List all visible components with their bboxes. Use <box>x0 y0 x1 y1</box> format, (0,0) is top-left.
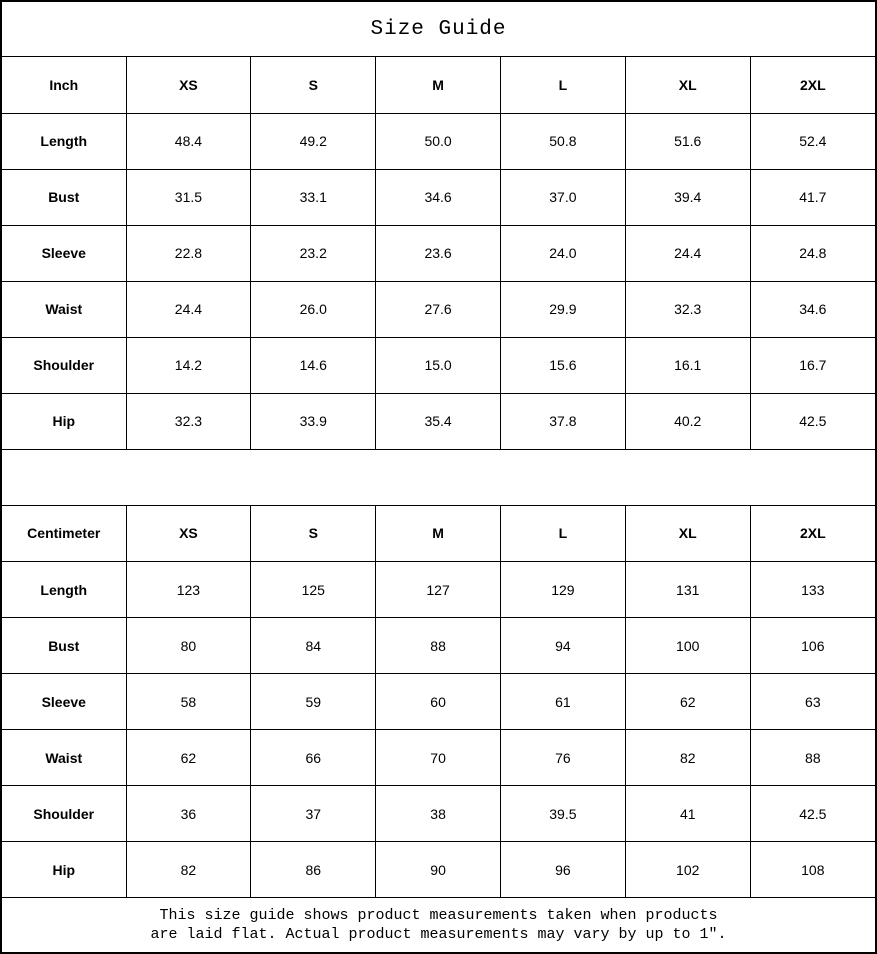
measurement-value: 23.2 <box>251 225 376 281</box>
unit-label: Inch <box>2 57 126 113</box>
measurement-value: 82 <box>126 842 251 898</box>
measurement-value: 41.7 <box>750 169 875 225</box>
measurement-row <box>2 281 875 337</box>
measurement-value: 29.9 <box>500 281 625 337</box>
size-column-header: 2XL <box>750 57 875 113</box>
measurement-value: 76 <box>500 730 625 786</box>
size-column-header: M <box>376 506 501 562</box>
measurement-value: 106 <box>750 618 875 674</box>
measurement-value: 127 <box>376 562 501 618</box>
measurement-value: 36 <box>126 786 251 842</box>
measurement-value: 86 <box>251 842 376 898</box>
measurement-value: 34.6 <box>376 169 501 225</box>
unit-label: Centimeter <box>2 506 126 562</box>
measurement-row <box>2 337 875 393</box>
size-header-row <box>2 57 875 113</box>
measurement-value: 33.9 <box>251 393 376 449</box>
size-column-header: M <box>376 57 501 113</box>
measurement-value: 41 <box>625 786 750 842</box>
measurement-label: Shoulder <box>2 786 126 842</box>
measurement-value: 60 <box>376 674 501 730</box>
size-column-header: S <box>251 506 376 562</box>
measurement-value: 48.4 <box>126 113 251 169</box>
measurement-row <box>2 674 875 730</box>
measurement-value: 31.5 <box>126 169 251 225</box>
measurement-value: 52.4 <box>750 113 875 169</box>
measurement-value: 22.8 <box>126 225 251 281</box>
measurement-value: 108 <box>750 842 875 898</box>
page-title: Size Guide <box>2 2 875 57</box>
measurement-value: 123 <box>126 562 251 618</box>
measurement-value: 32.3 <box>126 393 251 449</box>
measurement-row <box>2 562 875 618</box>
measurement-value: 100 <box>625 618 750 674</box>
measurement-value: 51.6 <box>625 113 750 169</box>
measurement-label: Waist <box>2 281 126 337</box>
measurement-row <box>2 113 875 169</box>
measurement-row <box>2 786 875 842</box>
measurement-value: 131 <box>625 562 750 618</box>
measurement-value: 62 <box>126 730 251 786</box>
measurement-value: 58 <box>126 674 251 730</box>
size-column-header: 2XL <box>750 506 875 562</box>
measurement-label: Bust <box>2 169 126 225</box>
measurement-row <box>2 225 875 281</box>
measurement-row <box>2 393 875 449</box>
measurement-value: 59 <box>251 674 376 730</box>
measurement-value: 102 <box>625 842 750 898</box>
measurement-value: 24.4 <box>625 225 750 281</box>
measurement-value: 70 <box>376 730 501 786</box>
measurement-label: Bust <box>2 618 126 674</box>
measurement-value: 96 <box>500 842 625 898</box>
measurement-value: 90 <box>376 842 501 898</box>
measurement-value: 125 <box>251 562 376 618</box>
measurement-value: 39.5 <box>500 786 625 842</box>
measurement-value: 14.6 <box>251 337 376 393</box>
size-column-header: L <box>500 506 625 562</box>
measurement-label: Sleeve <box>2 225 126 281</box>
measurement-value: 49.2 <box>251 113 376 169</box>
measurement-value: 35.4 <box>376 393 501 449</box>
measurement-value: 34.6 <box>750 281 875 337</box>
measurement-value: 50.0 <box>376 113 501 169</box>
measurement-value: 24.4 <box>126 281 251 337</box>
measurement-value: 39.4 <box>625 169 750 225</box>
size-column-header: XS <box>126 57 251 113</box>
measurement-row <box>2 842 875 898</box>
footer-note-line2: are laid flat. Actual product measurements may vary by up to 1″. <box>150 926 727 943</box>
measurement-value: 37.0 <box>500 169 625 225</box>
measurement-row <box>2 730 875 786</box>
inch-size-table <box>2 57 875 450</box>
measurement-label: Sleeve <box>2 674 126 730</box>
table-spacer <box>2 450 875 506</box>
measurement-label: Hip <box>2 842 126 898</box>
measurement-value: 23.6 <box>376 225 501 281</box>
measurement-value: 32.3 <box>625 281 750 337</box>
measurement-value: 88 <box>750 730 875 786</box>
size-column-header: XS <box>126 506 251 562</box>
measurement-value: 27.6 <box>376 281 501 337</box>
measurement-value: 24.8 <box>750 225 875 281</box>
measurement-value: 15.0 <box>376 337 501 393</box>
measurement-row <box>2 618 875 674</box>
size-column-header: S <box>251 57 376 113</box>
measurement-value: 88 <box>376 618 501 674</box>
measurement-value: 26.0 <box>251 281 376 337</box>
measurement-value: 37 <box>251 786 376 842</box>
measurement-value: 42.5 <box>750 393 875 449</box>
measurement-value: 84 <box>251 618 376 674</box>
measurement-value: 63 <box>750 674 875 730</box>
measurement-value: 50.8 <box>500 113 625 169</box>
size-column-header: XL <box>625 57 750 113</box>
size-column-header: XL <box>625 506 750 562</box>
measurement-value: 33.1 <box>251 169 376 225</box>
measurement-value: 38 <box>376 786 501 842</box>
measurement-value: 82 <box>625 730 750 786</box>
measurement-value: 37.8 <box>500 393 625 449</box>
measurement-value: 16.7 <box>750 337 875 393</box>
centimeter-size-table <box>2 506 875 899</box>
measurement-value: 129 <box>500 562 625 618</box>
measurement-value: 66 <box>251 730 376 786</box>
footer-note <box>2 898 875 952</box>
measurement-value: 24.0 <box>500 225 625 281</box>
measurement-row <box>2 169 875 225</box>
size-header-row <box>2 506 875 562</box>
footer-note-line1: This size guide shows product measurements taken when products <box>159 907 718 924</box>
measurement-value: 80 <box>126 618 251 674</box>
measurement-label: Shoulder <box>2 337 126 393</box>
measurement-value: 62 <box>625 674 750 730</box>
measurement-value: 94 <box>500 618 625 674</box>
measurement-value: 16.1 <box>625 337 750 393</box>
measurement-label: Length <box>2 113 126 169</box>
size-column-header: L <box>500 57 625 113</box>
measurement-value: 61 <box>500 674 625 730</box>
measurement-value: 133 <box>750 562 875 618</box>
measurement-value: 40.2 <box>625 393 750 449</box>
measurement-label: Waist <box>2 730 126 786</box>
measurement-value: 15.6 <box>500 337 625 393</box>
measurement-label: Hip <box>2 393 126 449</box>
measurement-label: Length <box>2 562 126 618</box>
measurement-value: 14.2 <box>126 337 251 393</box>
measurement-value: 42.5 <box>750 786 875 842</box>
